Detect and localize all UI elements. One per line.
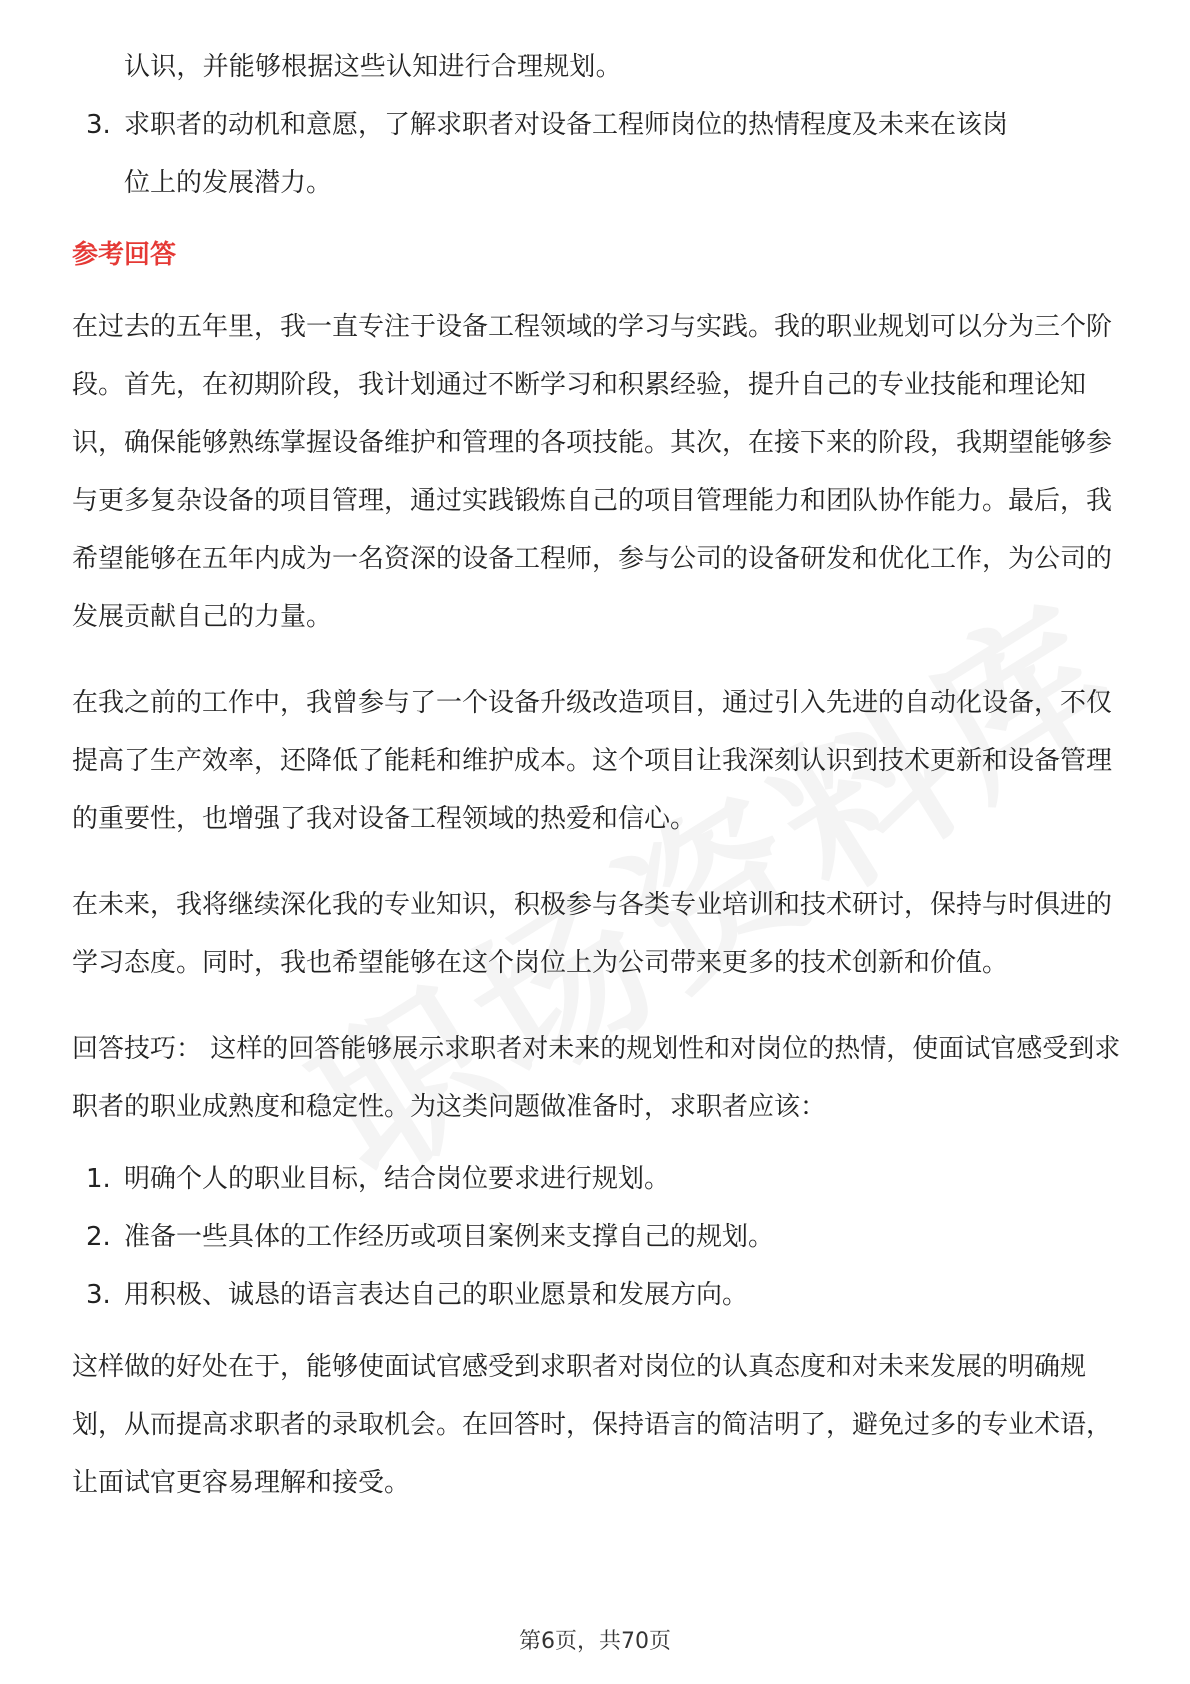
page-number: 第6页，共70页 xyxy=(519,1629,671,1654)
list-item-text: 求职者的动机和意愿，了解求职者对设备工程师岗位的热情程度及未来在该岗 xyxy=(124,110,1009,140)
list-number: 3. xyxy=(86,1280,111,1310)
answer-paragraph: 在过去的五年里，我一直专注于设备工程领域的学习与实践。我的职业规划可以分为三个阶段。首先，在初期阶段，我计划通过不断学习和积累经验，提升自己的专业技能和理论知识，确保能够熟练掌握设备维护和管理的各项技能。其次，在接下来的阶段，我期望能够参与更多复杂设备的项目管理，通过实践锻炼自己的项目管理能力和团队协作能力。最后，我希望能够在五年内成为一名资深的设备工程师，参与公司的设备研发和优化工作，为公司的发展贡献自己的力量。 xyxy=(72,312,1113,632)
list-item xyxy=(72,1266,1122,1324)
list-item-text: 准备一些具体的工作经历或项目案例来支撑自己的规划。 xyxy=(124,1222,775,1252)
list-item-text: 位上的发展潜力。 xyxy=(124,168,333,198)
list-item-continuation xyxy=(72,154,1122,212)
page-content xyxy=(72,38,1122,1512)
tips-list xyxy=(72,1150,1122,1324)
list-item xyxy=(72,96,1122,154)
list-number: 3. xyxy=(86,110,111,140)
answer-paragraph: 在我之前的工作中，我曾参与了一个设备升级改造项目，通过引入先进的自动化设备，不仅提高了生产效率，还降低了能耗和维护成本。这个项目让我深刻认识到技术更新和设备管理的重要性，也增强了我对设备工程领域的热爱和信心。 xyxy=(72,688,1113,834)
list-item-text: 用积极、诚恳的语言表达自己的职业愿景和发展方向。 xyxy=(124,1280,749,1310)
list-item xyxy=(72,1150,1122,1208)
list-item-text: 明确个人的职业目标，结合岗位要求进行规划。 xyxy=(124,1164,671,1194)
list-item xyxy=(72,1208,1122,1266)
answer-paragraph: 在未来，我将继续深化我的专业知识，积极参与各类专业培训和技术研讨，保持与时俱进的学习态度。同时，我也希望能够在这个岗位上为公司带来更多的技术创新和价值。 xyxy=(72,890,1113,978)
section-heading: 参考回答 xyxy=(72,240,177,270)
evaluation-list xyxy=(72,96,1122,212)
tips-conclusion: 这样做的好处在于，能够使面试官感受到求职者对岗位的认真态度和对未来发展的明确规划，从而提高求职者的录取机会。在回答时，保持语言的简洁明了，避免过多的专业术语，让面试官更容易理解和接受。 xyxy=(72,1352,1113,1498)
tips-intro: 回答技巧： 这样的回答能够展示求职者对未来的规划性和对岗位的热情，使面试官感受到求职者的职业成熟度和稳定性。为这类问题做准备时，求职者应该： xyxy=(72,1034,1121,1122)
list-number: 2. xyxy=(86,1222,111,1252)
list-item-continuation: 认识，并能够根据这些认知进行合理规划。 xyxy=(124,52,622,82)
list-number: 1. xyxy=(86,1164,111,1194)
